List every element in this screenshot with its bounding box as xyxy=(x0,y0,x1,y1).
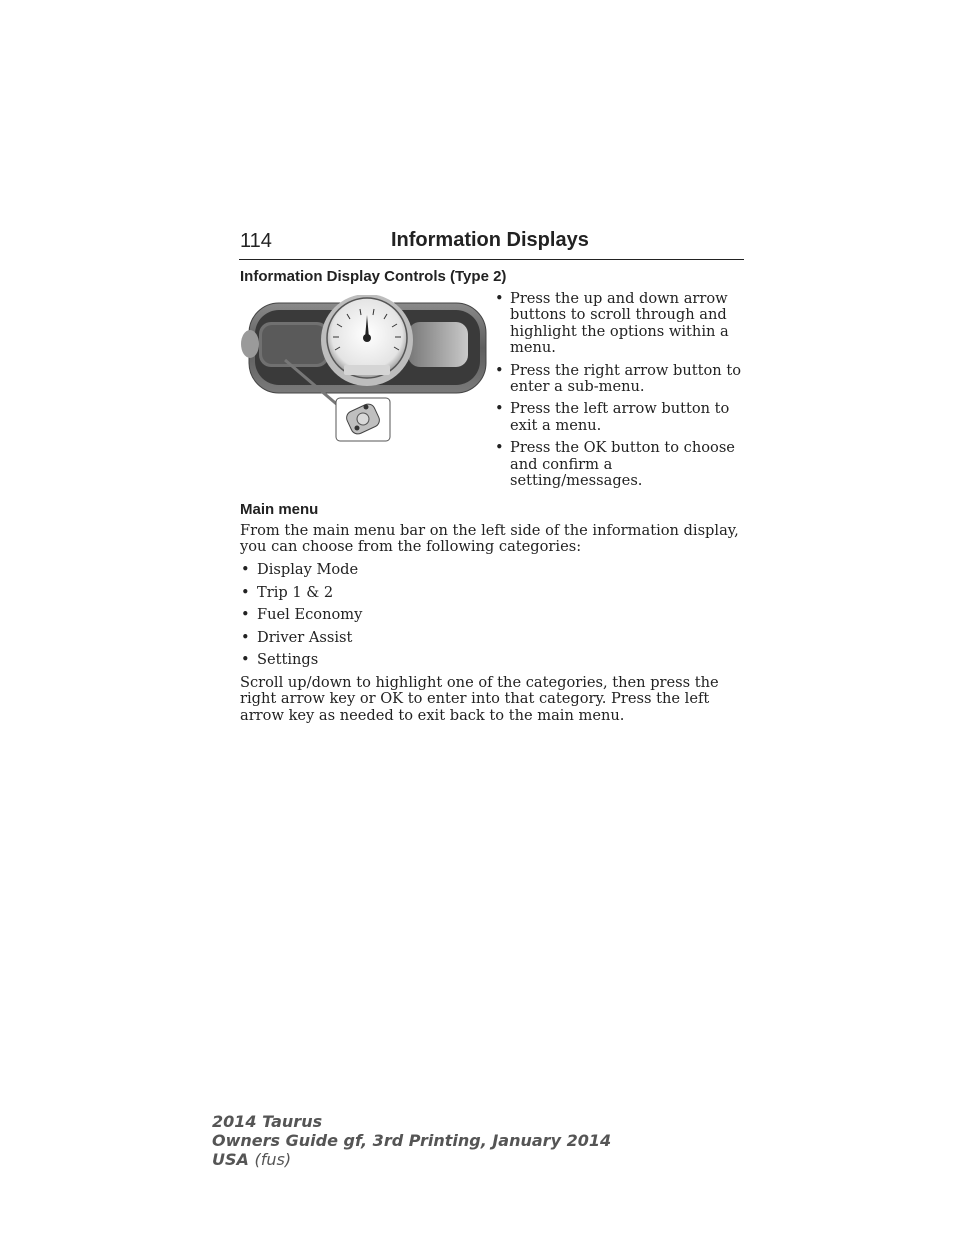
page-footer xyxy=(212,1112,611,1169)
list-item: • Driver Assist xyxy=(240,630,362,653)
footer-model: 2014 Taurus xyxy=(212,1112,323,1131)
main-menu-intro: From the main menu bar on the left side of the information display, you can choose from the following categories: xyxy=(240,522,739,556)
list-item: • Press the left arrow button to exit a menu. xyxy=(494,401,744,434)
instrument-cluster-illustration xyxy=(240,295,490,445)
list-item: • Display Mode xyxy=(240,562,362,585)
footer-market xyxy=(212,1150,611,1169)
chapter-title: Information Displays xyxy=(391,229,589,251)
list-item: • Press the OK button to choose and confirm a setting/messages. xyxy=(494,440,744,489)
section-heading: Information Display Controls (Type 2) xyxy=(240,268,507,285)
list-item: • Press the right arrow button to enter a sub-menu. xyxy=(494,363,744,396)
page-number: 114 xyxy=(240,230,272,252)
instrument-cluster-figure xyxy=(240,295,490,445)
control-instructions xyxy=(494,291,744,495)
list-item: • Settings xyxy=(240,652,362,675)
list-item: • Fuel Economy xyxy=(240,607,362,630)
footer-region-code: (fus) xyxy=(254,1150,292,1169)
page-header xyxy=(239,228,744,260)
main-menu-heading: Main menu xyxy=(240,501,319,518)
main-menu-outro: Scroll up/down to highlight one of the categories, then press the right arrow key or OK to enter into that category. Press the left arrow key as needed to exit back to the main menu. xyxy=(240,674,719,724)
list-item: • Press the up and down arrow buttons to scroll through and highlight the options within a menu. xyxy=(494,291,744,357)
list-item: • Trip 1 & 2 xyxy=(240,585,362,608)
footer-region: USA xyxy=(212,1150,249,1169)
footer-edition: Owners Guide gf, 3rd Printing, January 2014 xyxy=(212,1131,612,1150)
main-menu-categories xyxy=(240,562,362,675)
